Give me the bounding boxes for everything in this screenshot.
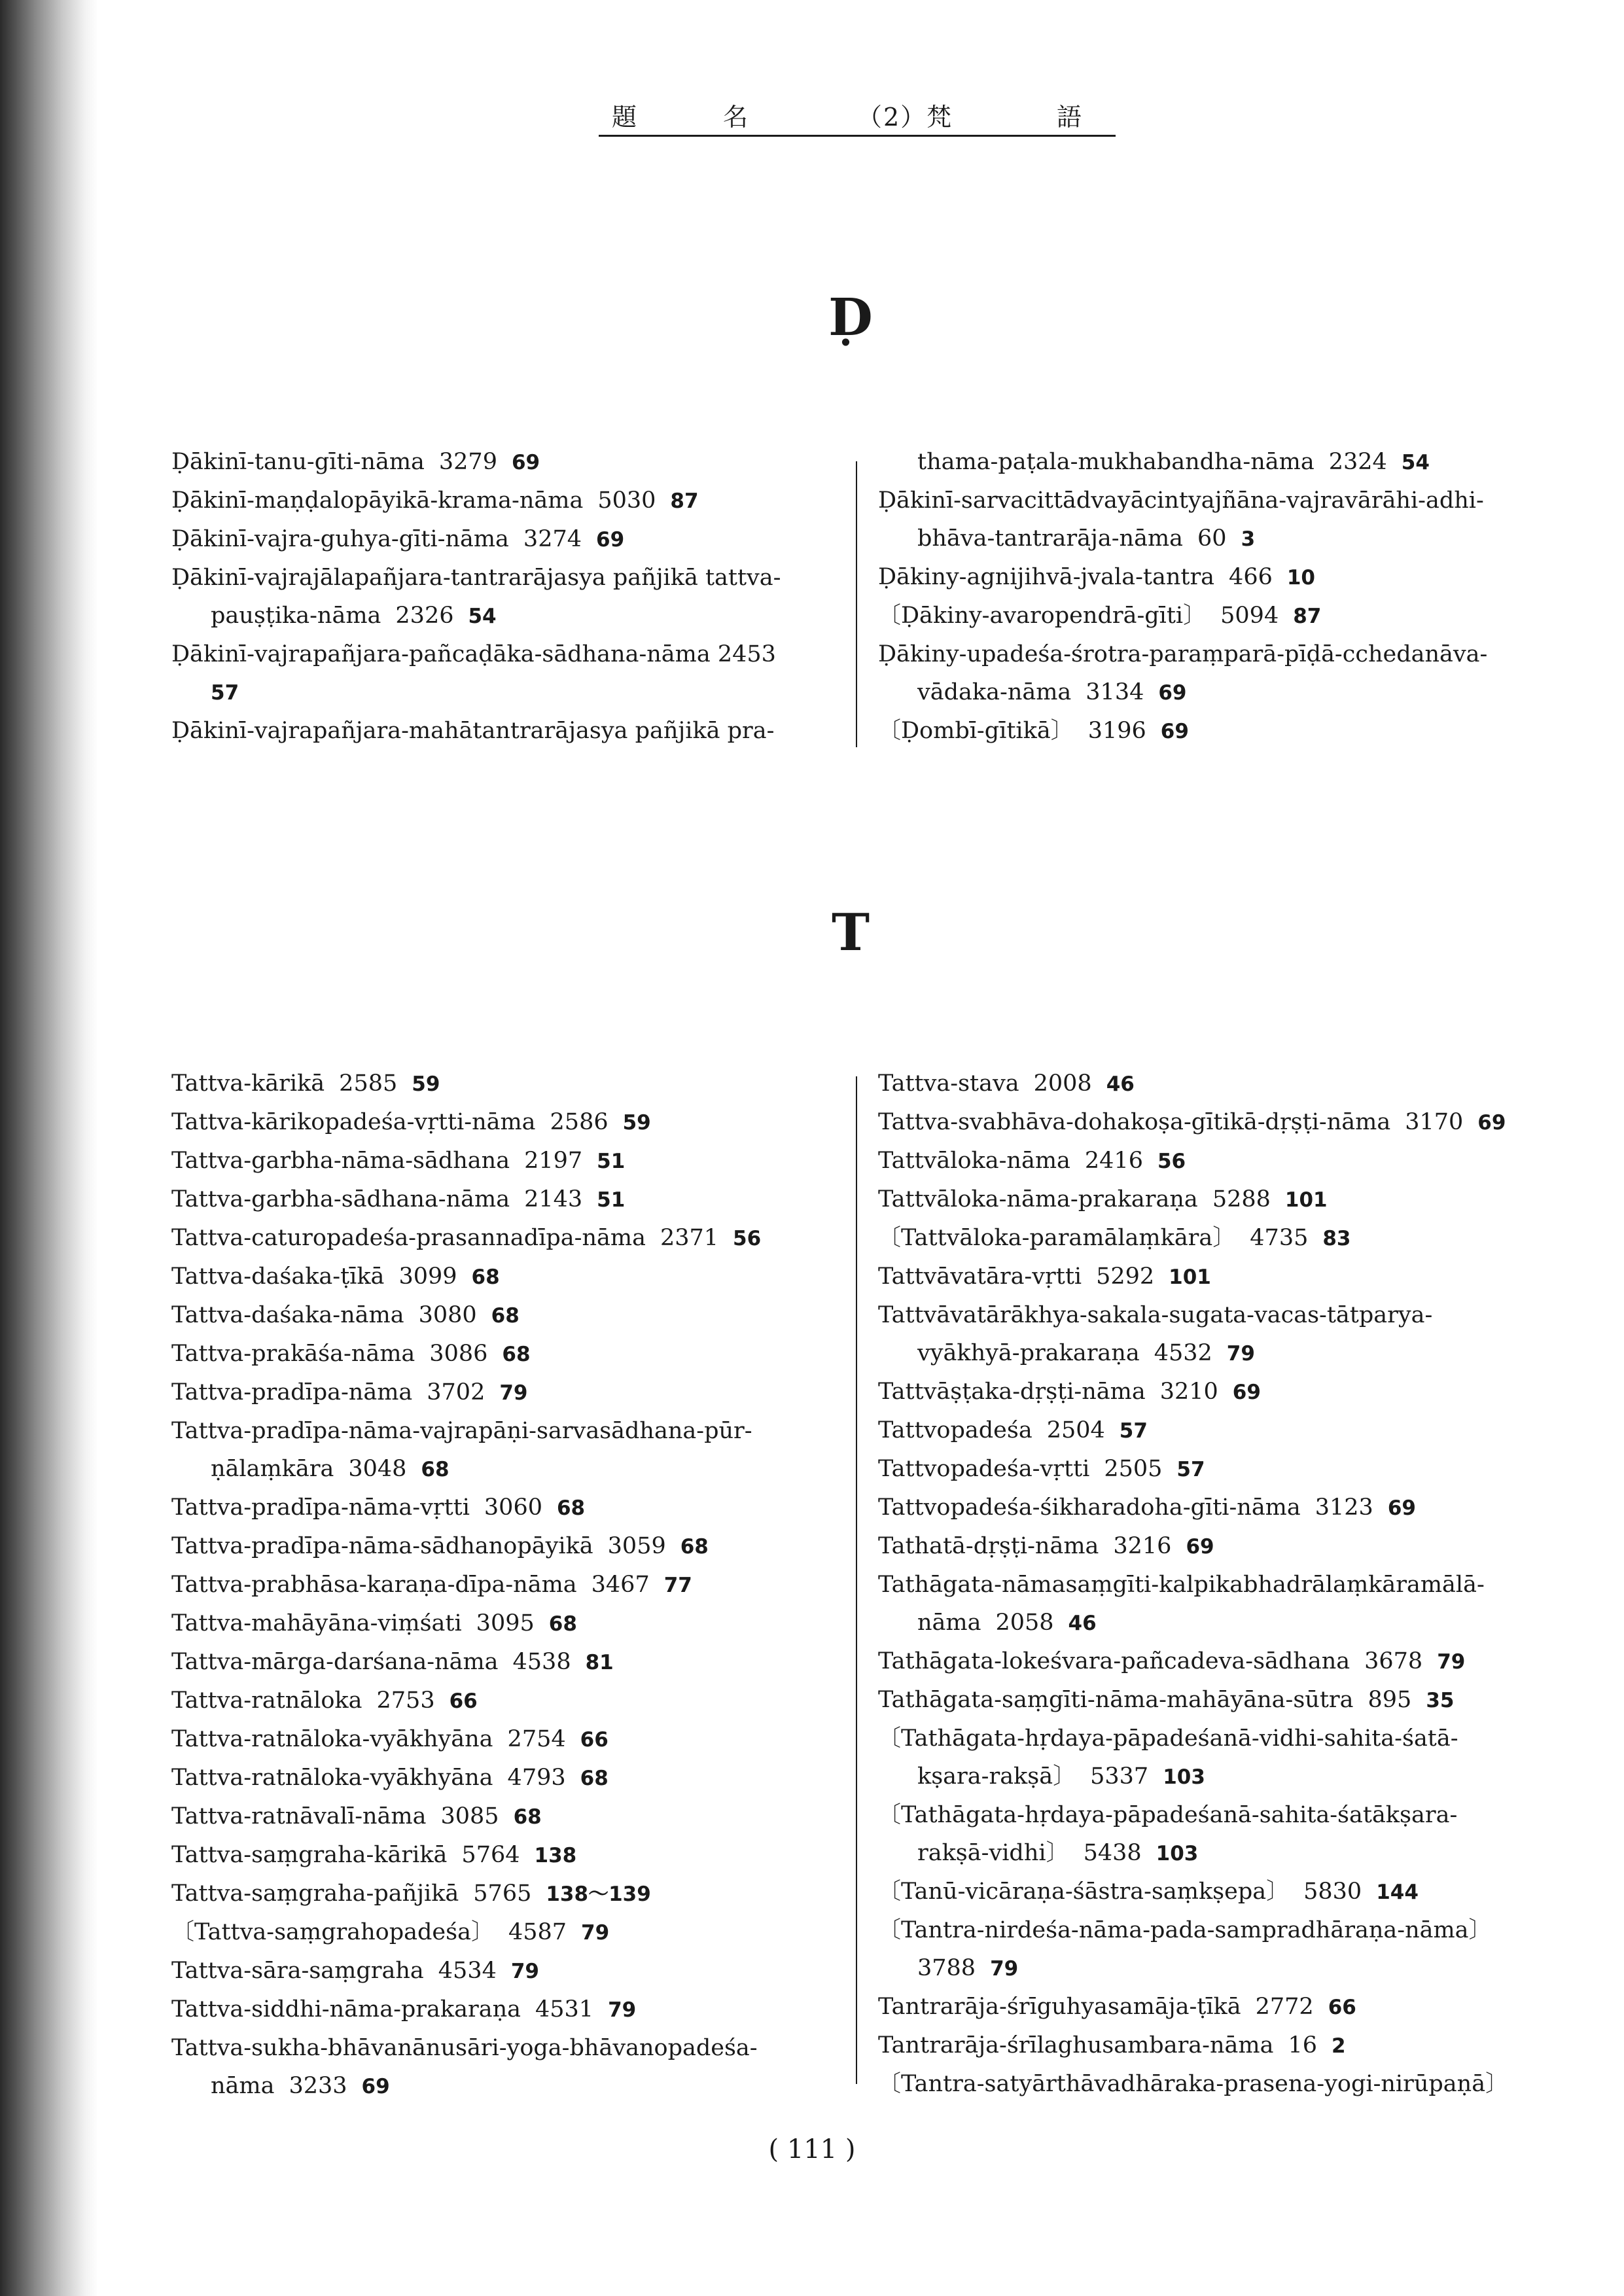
entry-number: 3216 [1113,1533,1172,1559]
entry-page: 2 [1332,2034,1346,2058]
index-entry [171,1759,845,1797]
entry-title-continuation: kṣara-rakṣā〕 5337 103 [917,1763,1205,1790]
page-number: ( 111 ) [768,2134,856,2164]
entry-page: 59 [412,1072,440,1096]
entry-number: 5292 [1096,1263,1155,1290]
entry-number: 5030 [597,487,656,514]
section-d-right-column [878,443,1565,751]
entry-title-continuation: rakṣā-vidhi〕 5438 103 [917,1840,1199,1866]
entry-title-continuation: pauṣṭika-nāma 2326 54 [211,603,497,629]
entry-title: Tattva-stava 2008 46 [878,1070,1135,1097]
entry-page: 66 [580,1728,609,1752]
entry-title: Ḍākinī-vajrapañjara-mahātantrarājasya pañjikā pra- [171,718,775,744]
index-entry [878,1681,1585,1720]
entry-title: Tattva-saṃgraha-pañjikā 5765 138～139 [171,1881,651,1907]
index-entry [878,1065,1585,1103]
entry-page: 79 [1437,1650,1466,1674]
entry-page: 81 [585,1651,614,1674]
entry-number: 895 [1368,1687,1412,1713]
entry-title: Tattva-pradīpa-nāma 3702 79 [171,1379,528,1405]
entry-number: 2753 [376,1687,435,1714]
entry-page: 69 [511,451,540,474]
index-entry [878,1180,1585,1219]
entry-page: 79 [499,1381,528,1405]
index-entry [878,712,1565,751]
entry-title-continuation: ṇālaṃkāra 3048 68 [211,1456,450,1482]
entry-title: Tattva-sukha-bhāvanānusāri-yoga-bhāvanopadeśa- [171,2035,758,2061]
entry-title: Tattva-daśaka-ṭīkā 3099 68 [171,1263,500,1290]
entry-title: Tattva-daśaka-nāma 3080 68 [171,1302,520,1328]
entry-page: 68 [680,1535,709,1559]
entry-title: Tattva-prabhāsa-karaṇa-dīpa-nāma 3467 77 [171,1572,692,1598]
entry-number: 2326 [395,603,454,629]
entry-title-continuation: vādaka-nāma 3134 69 [917,679,1187,705]
header-section-char: 語 [1057,103,1084,132]
entry-title: Tantrarāja-śrīguhyasamāja-ṭīkā 2772 66 [878,1994,1356,2020]
entry-title: Tattva-kārikā 2585 59 [171,1070,440,1097]
entry-number: 4538 [512,1649,571,1675]
entry-page: 35 [1426,1689,1455,1712]
entry-page: 77 [663,1574,692,1597]
entry-title: Tattvāṣṭaka-dṛṣṭi-nāma 3210 69 [878,1379,1261,1405]
entry-number: 2505 [1104,1456,1163,1482]
entry-number: 3085 [440,1803,499,1829]
index-entry [171,520,839,559]
entry-page: 69 [361,2075,390,2098]
entry-page: 66 [449,1689,478,1713]
entry-page: 83 [1322,1227,1351,1250]
entry-page: 101 [1284,1188,1328,1212]
entry-number: 2585 [339,1070,398,1097]
index-entry [171,1373,845,1412]
entry-title: Tattva-kārikopadeśa-vṛtti-nāma 2586 59 [171,1109,651,1135]
entry-title: Ḍākiny-upadeśa-śrotra-paraṃparā-pīḍā-cchedanāva- [878,641,1488,667]
entry-title-continuation: nāma 3233 69 [211,2073,390,2099]
entry-title: 〔Tantra-nirdeśa-nāma-pada-sampradhāraṇa-nāma〕 [878,1917,1492,1943]
entry-title: Tattva-ratnāloka 2753 66 [171,1687,478,1714]
entry-page: 103 [1156,1842,1199,1865]
section-letter-d: Ḍ [828,288,873,347]
running-header [599,97,1116,136]
entry-page: 103 [1163,1765,1205,1789]
entry-page: 51 [597,1188,626,1212]
entry-title: Ḍākiny-agnijihvā-jvala-tantra 466 10 [878,564,1315,590]
entry-number: 4793 [507,1765,566,1791]
index-entry [171,1836,845,1875]
entry-title: thama-paṭala-mukhabandha-nāma 2324 54 [917,449,1430,475]
entry-page: 138～139 [546,1882,651,1906]
index-entry [171,712,839,750]
entry-title-continuation: bhāva-tantrarāja-nāma 60 3 [917,525,1256,552]
index-entry [171,1566,845,1604]
index-entry [878,635,1565,712]
entry-number: 5764 [461,1842,520,1868]
entry-title: Tattva-svabhāva-dohakoṣa-gītikā-dṛṣṭi-nāma 3170 69 [878,1109,1506,1135]
entry-page: 69 [1186,1535,1214,1559]
section-t-left-column [171,1065,845,2106]
section-t-right-column [878,1065,1585,2103]
entry-number: 2586 [550,1109,609,1135]
index-entry [171,1335,845,1373]
entry-title: Tattvāloka-nāma-prakaraṇa 5288 101 [878,1186,1328,1212]
entry-page: 144 [1376,1881,1419,1904]
entry-number: 3134 [1086,679,1144,705]
entry-number: 4532 [1154,1340,1212,1366]
index-entry [878,1373,1585,1411]
entry-title: Tattvāvatāra-vṛtti 5292 101 [878,1263,1211,1290]
entry-page: 69 [1232,1381,1261,1404]
header-section-label: （2）梵 [857,103,953,132]
entry-title: 〔Tathāgata-hṛdaya-pāpadeśanā-sahita-śatākṣara- [878,1802,1458,1828]
entry-number: 4531 [535,1996,594,2022]
entry-page: 51 [597,1150,626,1173]
entry-page: 68 [421,1458,450,1481]
entry-number: 2416 [1084,1148,1143,1174]
entry-number: 3059 [607,1533,666,1559]
entry-number: 3095 [476,1610,535,1636]
entry-page: 69 [596,528,625,552]
index-entry [878,482,1565,558]
entry-title: Tathāgata-nāmasaṃgīti-kalpikabhadrālaṃkāramālā- [878,1572,1485,1598]
index-entry [171,1103,845,1142]
index-entry [171,1489,845,1527]
index-entry [171,1412,845,1489]
index-entry [171,2029,845,2106]
entry-number: 5288 [1212,1186,1271,1212]
index-entry [878,1489,1585,1527]
entry-title: Tattva-pradīpa-nāma-sādhanopāyikā 3059 68 [171,1533,709,1559]
entry-title: Tattva-pradīpa-nāma-vajrapāṇi-sarvasādhana-pūr- [171,1418,752,1444]
entry-title-continuation: vyākhyā-prakaraṇa 4532 79 [917,1340,1255,1366]
entry-page: 68 [502,1343,531,1366]
entry-page: 69 [1160,720,1189,743]
index-entry [878,1219,1585,1258]
entry-title: Tattvāloka-nāma 2416 56 [878,1148,1186,1174]
entry-page: 69 [1477,1111,1506,1135]
index-entry [171,1797,845,1836]
entry-title: Tattva-saṃgraha-kārikā 5764 138 [171,1842,577,1868]
entry-title: Ḍākinī-sarvacittādvayācintyajñāna-vajravārāhi-adhi- [878,487,1484,514]
entry-number: 3123 [1315,1494,1373,1521]
entry-number: 5765 [473,1881,532,1907]
entry-number: 2324 [1328,449,1387,475]
entry-page: 138 [534,1844,577,1867]
entry-title: Tattva-ratnāvalī-nāma 3085 68 [171,1803,542,1829]
index-entry [171,1527,845,1566]
header-title-char-1: 題 [612,103,639,132]
index-entry [878,2026,1585,2065]
entry-page: 87 [1293,605,1322,628]
entry-number: 2058 [995,1610,1054,1636]
index-entry [171,1720,845,1759]
index-entry [171,1682,845,1720]
entry-title: Tattva-siddhi-nāma-prakaraṇa 4531 79 [171,1996,637,2022]
entry-number: 5438 [1083,1840,1142,1866]
index-entry [878,1642,1585,1681]
entry-page: 66 [1328,1996,1356,2019]
entry-number: 5337 [1090,1763,1149,1790]
index-entry [878,1720,1585,1796]
entry-page: 57 [1176,1458,1205,1481]
entry-number: 2754 [507,1726,566,1752]
index-entry [878,1450,1585,1489]
entry-page: 68 [491,1304,520,1328]
entry-page: 68 [580,1767,609,1790]
entry-title: Tathāgata-saṃgīti-nāma-mahāyāna-sūtra 895 35 [878,1687,1455,1713]
entry-number: 4735 [1250,1225,1309,1251]
entry-page: 68 [471,1265,500,1289]
entry-number: 3080 [418,1302,477,1328]
entry-title: Tattvopadeśa-vṛtti 2505 57 [878,1456,1205,1482]
entry-title: Ḍākinī-vajrapañjara-pañcaḍāka-sādhana-nāma 2453 [171,641,776,667]
entry-page: 79 [608,1998,637,2022]
index-entry [171,482,839,520]
entry-page: 68 [548,1612,577,1636]
entry-page: 79 [510,1960,539,1983]
entry-page: 56 [733,1227,762,1250]
entry-number: 60 [1197,525,1227,552]
index-entry [878,597,1565,635]
entry-number: 3170 [1405,1109,1464,1135]
entry-title: Ḍākinī-vajra-guhya-gīti-nāma 3274 69 [171,526,625,552]
entry-number: 5830 [1303,1879,1362,1905]
entry-page: 69 [1387,1496,1416,1520]
section-letter-t: T [831,903,870,963]
entry-title: Ḍākinī-maṇḍalopāyikā-krama-nāma 5030 87 [171,487,699,514]
entry-number: 466 [1229,564,1273,590]
index-entry [171,1952,845,1990]
entry-title: Tattva-prakāśa-nāma 3086 68 [171,1341,531,1367]
entry-number: 3702 [427,1379,485,1405]
entry-title: Ḍākinī-vajrajālapañjara-tantrarājasya pañjikā tattva- [171,565,781,591]
entry-number: 3467 [591,1572,650,1598]
entry-page: 57 [1119,1419,1148,1443]
entry-title: Tattva-garbha-nāma-sādhana 2197 51 [171,1148,626,1174]
entry-number: 3274 [523,526,582,552]
entry-title: Tattva-mārga-darśana-nāma 4538 81 [171,1649,614,1675]
header-rule [599,135,1116,137]
index-entry [878,1142,1585,1180]
index-entry [878,1296,1585,1373]
index-entry [171,1990,845,2029]
entry-title: Tattva-garbha-sādhana-nāma 2143 51 [171,1186,626,1212]
index-entry [878,1258,1585,1296]
index-entry [878,1796,1585,1873]
index-entry [878,558,1565,597]
index-entry [171,1142,845,1180]
entry-title: Tattvopadeśa-śikharadoha-gīti-nāma 3123 69 [878,1494,1416,1521]
entry-title: Tantrarāja-śrīlaghusambara-nāma 16 2 [878,2032,1346,2058]
index-entry [171,1180,845,1219]
index-entry [171,1604,845,1643]
index-entry [878,1527,1585,1566]
entry-number: 3086 [429,1341,488,1367]
entry-title: 〔Tattva-saṃgrahopadeśa〕 4587 79 [171,1919,610,1945]
entry-page: 68 [556,1496,586,1520]
column-divider-d [856,461,857,747]
index-entry [171,1258,845,1296]
entry-number: 3678 [1364,1648,1423,1674]
entry-number: 3233 [289,2073,347,2099]
entry-title: Tathatā-dṛṣṭi-nāma 3216 69 [878,1533,1214,1559]
index-entry [171,1643,845,1682]
index-entry [171,1219,845,1258]
entry-number: 2772 [1255,1994,1314,2020]
entry-number: 3279 [438,449,497,475]
index-entry [171,559,839,635]
index-entry [878,1566,1585,1642]
index-entry [878,443,1565,482]
entry-title: Tattva-sāra-saṃgraha 4534 79 [171,1958,539,1984]
entry-page: 54 [1401,451,1430,474]
entry-number: 3210 [1159,1379,1218,1405]
index-entry [878,1873,1585,1911]
entry-title-continuation: nāma 2058 46 [917,1610,1097,1636]
entry-page: 69 [1158,681,1187,705]
entry-page: 10 [1286,566,1315,590]
entry-number: 2008 [1033,1070,1092,1097]
entry-number: 3060 [484,1494,542,1521]
entry-number: 3788 [917,1955,976,1981]
index-entry [878,1988,1585,2026]
index-entry [171,1875,845,1913]
entry-title: Tattva-ratnāloka-vyākhyāna 4793 68 [171,1765,609,1791]
entry-page: 79 [990,1957,1019,1981]
entry-title: 〔Tantra-satyārthāvadhāraka-prasena-yogi-nirūpaṇā〕 [878,2071,1509,2097]
entry-number: 4534 [438,1958,497,1984]
index-entry [878,1103,1585,1142]
entry-title: 〔Tattvāloka-paramālaṃkāra〕 4735 83 [878,1225,1351,1251]
entry-page: 46 [1068,1612,1097,1635]
header-title-char-2: 名 [723,103,750,132]
entry-page: 57 [211,681,239,705]
entry-page: 87 [670,489,699,513]
entry-page: 3 [1241,527,1256,551]
entry-page: 56 [1157,1150,1186,1173]
entry-number: 2197 [524,1148,583,1174]
entry-number: 3196 [1087,718,1146,744]
entry-title: 〔Tanū-vicāraṇa-śāstra-saṃkṣepa〕 5830 144 [878,1879,1419,1905]
entry-title-continuation [171,673,839,712]
entry-page: 54 [468,605,497,628]
section-d-left-column [171,443,839,750]
entry-title: Tattva-caturopadeśa-prasannadīpa-nāma 2371 56 [171,1225,762,1251]
entry-title: 〔Tathāgata-hṛdaya-pāpadeśanā-vidhi-sahita-śatā- [878,1725,1458,1752]
entry-title: Tattva-pradīpa-nāma-vṛtti 3060 68 [171,1494,586,1521]
column-divider-t [856,1076,857,2084]
entry-title: 〔Ḍākiny-avaropendrā-gīti〕 5094 87 [878,603,1322,629]
index-entry [171,635,839,712]
index-entry [171,1913,845,1952]
entry-title: Tattva-mahāyāna-viṃśati 3095 68 [171,1610,577,1636]
entry-number: 3048 [348,1456,407,1482]
index-entry [878,2065,1585,2103]
entry-number: 4587 [508,1919,567,1945]
index-entry [878,1911,1585,1988]
entry-number: 3099 [398,1263,457,1290]
entry-number: 2504 [1046,1417,1105,1443]
entry-page: 79 [581,1921,610,1945]
entry-title: Ḍākinī-tanu-gīti-nāma 3279 69 [171,449,540,475]
entry-number: 5094 [1220,603,1279,629]
entry-title: Tattvāvatārākhya-sakala-sugata-vacas-tātparya- [878,1302,1433,1328]
index-entry [171,443,839,482]
entry-page: 68 [513,1805,542,1829]
entry-page: 79 [1226,1342,1255,1366]
entry-number: 2143 [524,1186,583,1212]
index-entry [171,1296,845,1335]
index-entry [878,1411,1585,1450]
entry-page: 46 [1106,1072,1135,1096]
entry-number: 16 [1288,2032,1317,2058]
entry-title-continuation [878,1949,1585,1988]
entry-title: 〔Ḍombī-gītikā〕 3196 69 [878,718,1189,744]
entry-page: 59 [622,1111,651,1135]
index-entry [171,1065,845,1103]
entry-title: Tattvopadeśa 2504 57 [878,1417,1148,1443]
scan-edge-shadow [0,0,98,2296]
entry-page: 101 [1169,1265,1211,1289]
entry-title: Tathāgata-lokeśvara-pañcadeva-sādhana 3678 79 [878,1648,1466,1674]
entry-number: 2371 [660,1225,719,1251]
entry-title: Tattva-ratnāloka-vyākhyāna 2754 66 [171,1726,609,1752]
